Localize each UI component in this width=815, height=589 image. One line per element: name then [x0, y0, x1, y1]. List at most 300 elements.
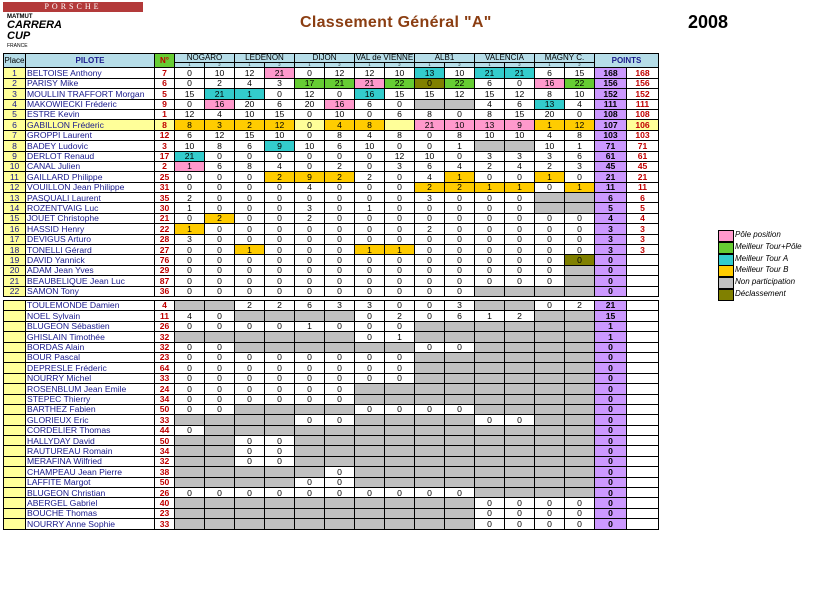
car-number: 9 — [155, 99, 175, 109]
header-race: LEDENON — [235, 54, 295, 63]
race-result — [475, 352, 505, 362]
race-result — [505, 384, 535, 394]
points-total: 6 — [595, 193, 627, 203]
race-result — [565, 286, 595, 296]
race-result: 2 — [175, 193, 205, 203]
car-number: 40 — [155, 498, 175, 508]
race-result — [535, 436, 565, 446]
header-leg-1: 1 — [235, 63, 265, 68]
place-cell — [4, 404, 26, 414]
race-result: 0 — [505, 415, 535, 425]
place-cell: 7 — [4, 130, 26, 140]
race-result: 0 — [415, 130, 445, 140]
points-total: 108 — [595, 109, 627, 119]
race-result — [235, 477, 265, 487]
race-result: 8 — [175, 120, 205, 130]
car-number: 25 — [155, 172, 175, 182]
race-result: 4 — [325, 120, 355, 130]
car-number: 21 — [155, 213, 175, 223]
race-result: 3 — [385, 161, 415, 171]
season-year: 2008 — [688, 12, 729, 32]
race-result — [535, 404, 565, 414]
race-result: 0 — [355, 161, 385, 171]
race-result: 10 — [355, 141, 385, 151]
race-result — [475, 456, 505, 466]
race-result: 2 — [265, 172, 295, 182]
race-result: 0 — [385, 203, 415, 213]
points-retained: 71 — [627, 141, 659, 151]
points-total: 111 — [595, 99, 627, 109]
race-result — [565, 332, 595, 342]
race-result: 21 — [505, 68, 535, 78]
car-number: 31 — [155, 182, 175, 192]
race-result: 4 — [355, 130, 385, 140]
race-result: 0 — [535, 508, 565, 518]
place-cell: 12 — [4, 182, 26, 192]
race-result — [295, 508, 325, 518]
race-result: 6 — [535, 68, 565, 78]
race-result: 0 — [535, 498, 565, 508]
legend-swatch — [718, 230, 734, 242]
race-result: 0 — [175, 488, 205, 498]
race-result: 0 — [565, 519, 595, 529]
race-result: 0 — [205, 311, 235, 321]
points-retained — [627, 488, 659, 498]
race-result — [235, 467, 265, 477]
header-race: VAL de VIENNE — [355, 53, 414, 63]
race-result — [205, 508, 235, 518]
race-result: 8 — [535, 89, 565, 99]
race-result: 0 — [475, 172, 505, 182]
race-result — [205, 519, 235, 529]
pilot-name: GAILLARD Philippe — [26, 172, 155, 182]
race-result: 21 — [355, 78, 385, 88]
race-result — [475, 436, 505, 446]
race-result — [565, 342, 595, 352]
race-result: 0 — [235, 182, 265, 192]
points-retained: 4 — [627, 213, 659, 223]
race-result: 0 — [295, 234, 325, 244]
race-result: 0 — [205, 488, 235, 498]
race-result: 0 — [205, 352, 235, 362]
race-result: 4 — [265, 161, 295, 171]
points-total: 5 — [595, 203, 627, 213]
race-result: 0 — [355, 321, 385, 331]
race-result — [295, 519, 325, 529]
pilot-name: TONELLI Gérard — [26, 245, 155, 255]
race-result: 0 — [325, 384, 355, 394]
race-result — [445, 394, 475, 404]
race-result — [295, 404, 325, 414]
points-retained — [627, 384, 659, 394]
race-result — [235, 332, 265, 342]
race-result — [565, 488, 595, 498]
points-total: 4 — [595, 213, 627, 223]
race-result: 0 — [505, 213, 535, 223]
race-result: 12 — [355, 68, 385, 78]
race-result — [205, 467, 235, 477]
car-number: 30 — [155, 203, 175, 213]
legend-swatch — [718, 254, 734, 266]
race-result — [565, 467, 595, 477]
header-number: N° — [155, 54, 175, 68]
race-result — [535, 415, 565, 425]
race-result — [175, 467, 205, 477]
race-result: 0 — [355, 276, 385, 286]
race-result: 12 — [205, 130, 235, 140]
place-cell — [4, 394, 26, 404]
race-result — [265, 477, 295, 487]
race-result — [475, 373, 505, 383]
race-result: 6 — [445, 311, 475, 321]
points-total: 1 — [595, 332, 627, 342]
points-total: 0 — [595, 456, 627, 466]
race-result: 0 — [415, 286, 445, 296]
place-cell — [4, 519, 26, 529]
race-result: 9 — [265, 141, 295, 151]
race-result — [475, 363, 505, 373]
race-result — [325, 498, 355, 508]
race-result: 0 — [325, 193, 355, 203]
race-result: 8 — [475, 109, 505, 119]
race-result: 0 — [235, 234, 265, 244]
race-result — [415, 519, 445, 529]
table-row — [4, 456, 659, 466]
race-result: 2 — [385, 311, 415, 321]
pilot-name: CHAMPEAU Jean Pierre — [26, 467, 155, 477]
points-retained — [627, 321, 659, 331]
race-result: 0 — [175, 78, 205, 88]
pilot-name: BOUR Pascal — [26, 352, 155, 362]
race-result — [535, 425, 565, 435]
race-result: 0 — [205, 234, 235, 244]
race-result — [505, 467, 535, 477]
race-result: 0 — [355, 286, 385, 296]
race-result: 0 — [235, 446, 265, 456]
race-result: 1 — [175, 203, 205, 213]
race-result — [565, 456, 595, 466]
race-result: 0 — [295, 151, 325, 161]
car-number: 27 — [155, 245, 175, 255]
race-result: 21 — [175, 151, 205, 161]
race-result: 0 — [565, 234, 595, 244]
race-result: 3 — [475, 151, 505, 161]
race-result — [475, 446, 505, 456]
points-total: 0 — [595, 425, 627, 435]
race-result — [565, 425, 595, 435]
race-result — [325, 311, 355, 321]
table-row — [4, 245, 659, 255]
legend-label: Meilleur Tour A — [735, 253, 789, 263]
race-result: 8 — [355, 120, 385, 130]
race-result — [565, 363, 595, 373]
table-row — [4, 384, 659, 394]
race-result: 0 — [475, 203, 505, 213]
race-result: 0 — [445, 265, 475, 275]
race-result: 0 — [265, 224, 295, 234]
race-result: 1 — [475, 311, 505, 321]
table-row — [4, 286, 659, 296]
car-number: 29 — [155, 265, 175, 275]
race-result — [505, 477, 535, 487]
race-result — [295, 498, 325, 508]
car-number: 23 — [155, 352, 175, 362]
race-result — [565, 415, 595, 425]
points-total: 15 — [595, 311, 627, 321]
race-result: 0 — [445, 151, 475, 161]
race-result: 0 — [205, 373, 235, 383]
points-total: 11 — [595, 182, 627, 192]
race-result — [565, 265, 595, 275]
race-result — [475, 300, 505, 310]
race-result: 0 — [205, 255, 235, 265]
race-result — [385, 519, 415, 529]
race-result — [175, 415, 205, 425]
race-result — [355, 394, 385, 404]
race-result: 4 — [175, 311, 205, 321]
points-total: 0 — [595, 519, 627, 529]
place-cell: 13 — [4, 193, 26, 203]
race-result: 0 — [175, 68, 205, 78]
race-result: 0 — [325, 488, 355, 498]
race-result: 0 — [175, 394, 205, 404]
car-number: 1 — [155, 109, 175, 119]
car-number: 3 — [155, 141, 175, 151]
race-result: 2 — [415, 182, 445, 192]
table-row — [4, 321, 659, 331]
race-result: 13 — [535, 99, 565, 109]
race-result — [295, 332, 325, 342]
points-total: 0 — [595, 404, 627, 414]
race-result: 2 — [505, 311, 535, 321]
table-row — [4, 78, 659, 88]
race-result: 12 — [265, 120, 295, 130]
race-result — [565, 321, 595, 331]
race-result: 12 — [175, 109, 205, 119]
race-result: 6 — [565, 151, 595, 161]
race-result: 15 — [265, 109, 295, 119]
race-result: 0 — [415, 255, 445, 265]
race-result: 0 — [295, 415, 325, 425]
porsche-carrera-cup-logo — [3, 2, 143, 50]
place-cell — [4, 415, 26, 425]
race-result — [535, 286, 565, 296]
race-result: 0 — [265, 488, 295, 498]
table-row — [4, 99, 659, 109]
race-result: 0 — [445, 404, 475, 414]
race-result: 0 — [205, 363, 235, 373]
race-result: 1 — [385, 245, 415, 255]
race-result: 10 — [205, 68, 235, 78]
race-result: 0 — [325, 363, 355, 373]
table-row — [4, 141, 659, 151]
race-result: 0 — [175, 276, 205, 286]
points-total: 0 — [595, 477, 627, 487]
race-result: 9 — [505, 120, 535, 130]
race-result: 0 — [505, 255, 535, 265]
race-result — [475, 321, 505, 331]
race-result: 8 — [565, 130, 595, 140]
race-result: 0 — [565, 224, 595, 234]
race-result: 0 — [295, 68, 325, 78]
race-result: 0 — [535, 213, 565, 223]
race-result: 1 — [535, 172, 565, 182]
race-result: 0 — [205, 265, 235, 275]
car-number: 50 — [155, 477, 175, 487]
race-result — [415, 373, 445, 383]
race-result — [415, 446, 445, 456]
race-result: 0 — [265, 363, 295, 373]
race-result: 0 — [235, 363, 265, 373]
race-result — [175, 498, 205, 508]
race-result: 0 — [385, 404, 415, 414]
race-result: 0 — [205, 172, 235, 182]
race-result — [325, 508, 355, 518]
race-result — [445, 436, 475, 446]
race-result: 0 — [385, 352, 415, 362]
race-result: 22 — [445, 78, 475, 88]
race-result: 2 — [205, 78, 235, 88]
race-result: 6 — [265, 99, 295, 109]
race-result: 0 — [565, 508, 595, 518]
race-result: 0 — [445, 245, 475, 255]
race-result — [295, 446, 325, 456]
race-result: 12 — [235, 68, 265, 78]
race-result: 0 — [505, 234, 535, 244]
race-result: 0 — [415, 265, 445, 275]
race-result — [445, 456, 475, 466]
race-result — [355, 467, 385, 477]
points-retained — [627, 415, 659, 425]
table-row — [4, 363, 659, 373]
race-result — [445, 332, 475, 342]
race-result — [385, 394, 415, 404]
legend-swatch — [718, 242, 734, 254]
race-result — [535, 352, 565, 362]
race-result — [205, 498, 235, 508]
race-result: 10 — [415, 151, 445, 161]
race-result: 12 — [325, 68, 355, 78]
car-number: 32 — [155, 342, 175, 352]
table-row — [4, 89, 659, 99]
points-total: 3 — [595, 224, 627, 234]
points-retained: 3 — [627, 245, 659, 255]
race-result: 0 — [205, 286, 235, 296]
race-result: 0 — [535, 255, 565, 265]
pilot-name: CANAL Julien — [26, 161, 155, 171]
race-result — [355, 415, 385, 425]
legend-swatch — [718, 277, 734, 289]
race-result: 0 — [385, 141, 415, 151]
race-result: 0 — [385, 286, 415, 296]
race-result: 0 — [235, 193, 265, 203]
ranked-pilots — [4, 68, 659, 297]
race-result: 0 — [235, 286, 265, 296]
place-cell — [4, 446, 26, 456]
race-result: 0 — [235, 224, 265, 234]
race-result: 0 — [565, 213, 595, 223]
pilot-name: HASSID Henry — [26, 224, 155, 234]
car-number: 17 — [155, 151, 175, 161]
race-result: 0 — [325, 373, 355, 383]
header-leg-2: 2 — [445, 63, 475, 68]
car-number: 32 — [155, 332, 175, 342]
race-result — [295, 467, 325, 477]
race-result: 0 — [415, 311, 445, 321]
race-result: 0 — [445, 193, 475, 203]
race-result: 1 — [295, 321, 325, 331]
race-result — [475, 467, 505, 477]
race-result: 0 — [325, 245, 355, 255]
race-result: 0 — [445, 213, 475, 223]
race-result: 1 — [445, 172, 475, 182]
race-result: 0 — [355, 373, 385, 383]
race-result — [175, 446, 205, 456]
race-result: 0 — [445, 342, 475, 352]
race-result: 0 — [565, 245, 595, 255]
race-result: 0 — [235, 255, 265, 265]
race-result — [325, 436, 355, 446]
race-result: 12 — [445, 89, 475, 99]
pilot-name: ESTRE Kevin — [26, 109, 155, 119]
race-result — [295, 436, 325, 446]
header-leg-2: 2 — [205, 63, 235, 68]
race-result: 0 — [355, 404, 385, 414]
race-result — [355, 446, 385, 456]
race-result: 8 — [445, 130, 475, 140]
table-row — [4, 467, 659, 477]
race-result: 0 — [355, 265, 385, 275]
race-result: 0 — [385, 172, 415, 182]
race-result: 1 — [235, 89, 265, 99]
race-result: 3 — [205, 120, 235, 130]
race-result: 0 — [475, 224, 505, 234]
points-retained: 103 — [627, 130, 659, 140]
place-cell: 21 — [4, 276, 26, 286]
race-result: 15 — [565, 68, 595, 78]
table-row — [4, 182, 659, 192]
points-total: 0 — [595, 415, 627, 425]
legend-label: Pôle position — [735, 230, 781, 239]
car-number: 50 — [155, 436, 175, 446]
race-result — [265, 467, 295, 477]
place-cell — [4, 436, 26, 446]
points-total: 21 — [595, 172, 627, 182]
race-result — [295, 456, 325, 466]
race-result: 0 — [535, 300, 565, 310]
race-result — [445, 373, 475, 383]
race-result: 3 — [265, 78, 295, 88]
pilot-name: LAFFITE Margot — [26, 477, 155, 487]
race-result: 0 — [355, 224, 385, 234]
race-result: 1 — [175, 161, 205, 171]
race-result: 0 — [175, 172, 205, 182]
race-result: 0 — [535, 182, 565, 192]
race-result: 0 — [295, 352, 325, 362]
race-result — [565, 373, 595, 383]
place-cell — [4, 300, 26, 310]
place-cell: 14 — [4, 203, 26, 213]
race-result: 0 — [325, 286, 355, 296]
race-result — [325, 332, 355, 342]
points-retained — [627, 404, 659, 414]
race-result — [265, 342, 295, 352]
race-result — [535, 332, 565, 342]
race-result: 0 — [295, 286, 325, 296]
race-result — [505, 394, 535, 404]
race-result — [205, 436, 235, 446]
race-result: 0 — [355, 234, 385, 244]
